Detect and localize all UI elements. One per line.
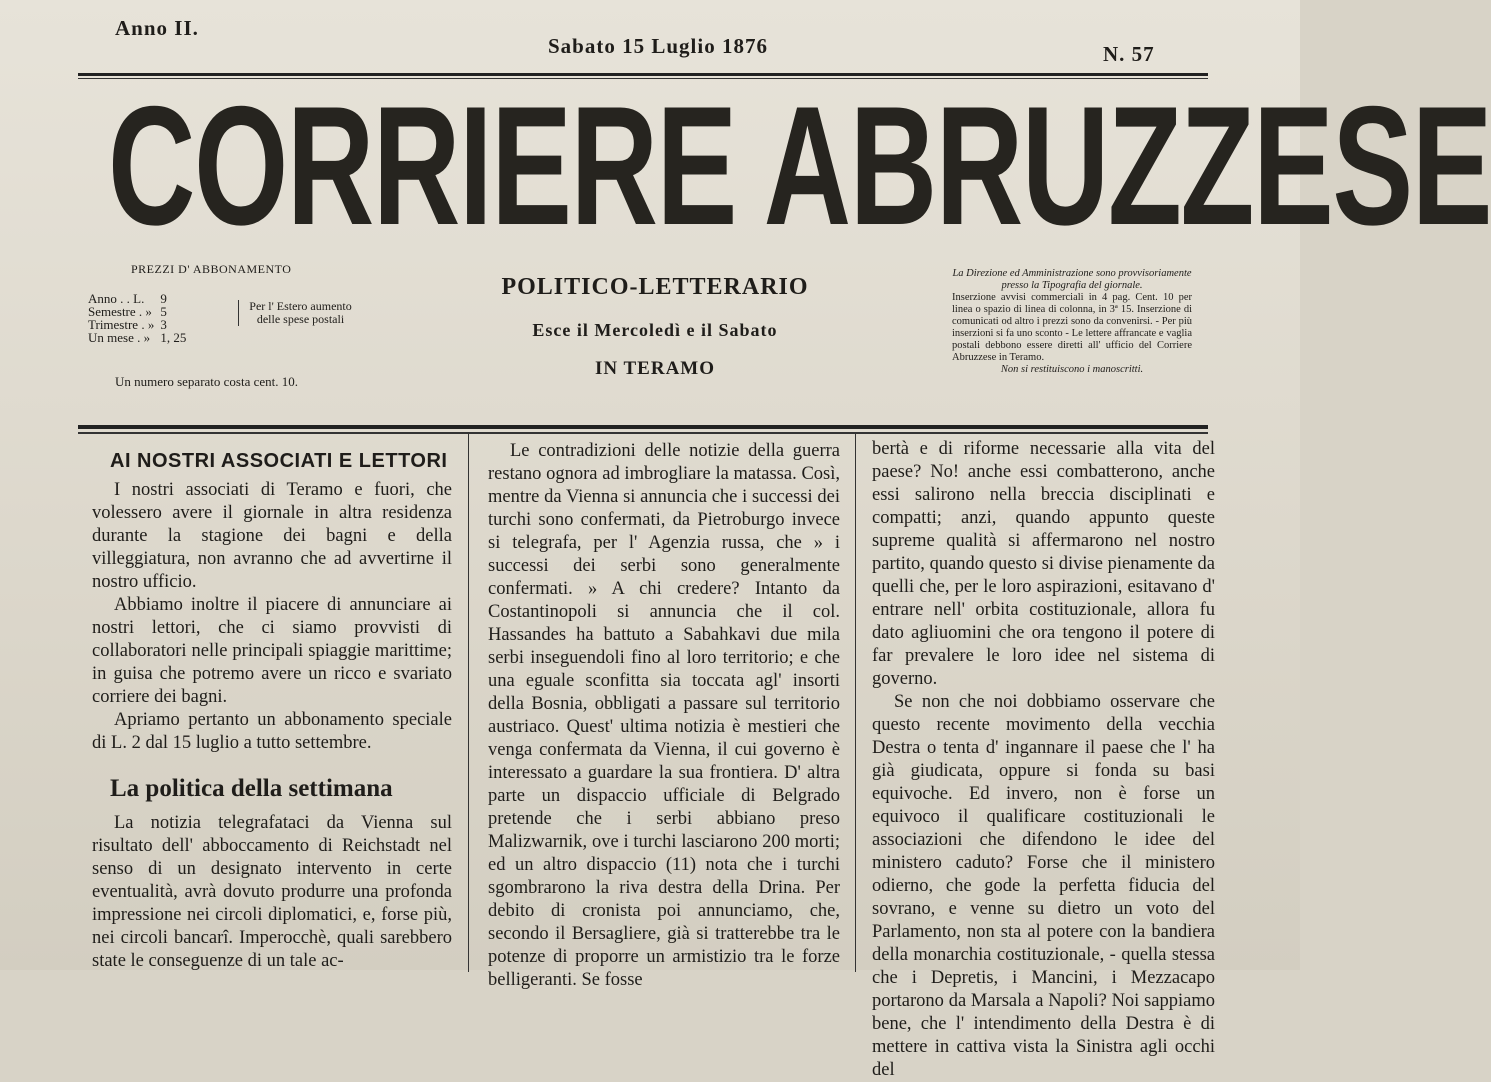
article-paragraph: bertà e di riforme necessarie alla vita del paese? No! anche essi combatterono, anche essi salirono nella breccia disciplinati e compatti; anzi, quando appunto queste supreme qualità si affermarono nel nostro partito, quando questo si divise pienamente da quelli che, per le loro aspirazioni, esitavano d' entrare nell' orbita costituzionale, allora fu dato agliuomini che ora tengono il potere di far prevalere le loro idee nel sistema di governo. [872,439,1215,689]
dateline [0,16,1300,66]
section-rule [78,425,1208,434]
publication-place: IN TERAMO [594,358,716,379]
notice-paragraph: I nostri associati di Teramo e fuori, che volessero avere il giornale in altra residenza durante la stagione dei bagni e della villeggiatura, non avranno che ad avvertirne il nostro ufficio. [92,480,452,592]
column-3 [872,438,1215,1082]
subscription-label: Un mese . » [88,330,151,345]
subscription-label: Anno . . L. [88,291,145,306]
issue-year: Anno II. [115,16,199,40]
administration-address: La Direzione ed Amministrazione sono provvisoriamente presso la Tipografia del giornale. [952,268,1192,291]
subscription-price: 3 [160,317,167,332]
article-paragraph: Se non che noi dobbiamo osservare che questo recente movimento della vecchia Destra o tenta d' ingannare il paese che l' ha già giudicata, oppure si fonda su basi equivoche. Ed invero, non è forse un equivoco il qualificare costituzionali le associazioni che difendono le idee del ministero caduto? Forse che il ministero odierno, che gode la perfetta fiducia del sovrano, e venne su dietro un voto del Parlamento, non sta al potere con la bandiera della monarchia costituzionale, - quella stessa che i Depretis, i Mancini, i Mezzacapo portarono da Marsala a Napoli? Noi sappiamo bene, che l' intendimento della Destra è di mettere in cattiva vista la Sinistra agli occhi del [872,692,1215,1080]
article-paragraph: Le contradizioni delle notizie della guerra restano ognora ad imbrogliare la matassa. Così, mentre da Vienna si annuncia che i successi dei turchi sono confermati, da Pietroburgo invece si telegrafa, per l' Agenzia russa, che » i successi dei serbi sono generalmente confermati. » A chi credere? Intanto da Costantinopoli si annuncia che il col. Hassandes ha battuto a Sabahkavi due mila serbi inseguendoli fino al loro territorio; e che una eguale sconfitta sia toccata agl' insorti della Bosnia, obbligati a passare sul territorio austriaco. Quest' ultima notizia è mestieri che venga confermata da Vienna, il cui governo è interessato a guardare la sua frontiera. D' altra parte un dispaccio ufficiale di Belgrado pretende che i serbi abbiano preso Malizwarnik, ove i turchi lasciarono 200 morti; ed un altro dispaccio (11) nota che i turchi sgombrarono la riva destra della Drina. Per debito di cronista poi annunciamo, che, secondo il Bersagliere, già si tratterebbe tra le potenze di proporre un armistizio tra le forze belligeranti. Se fosse [488,441,840,990]
advertising-rates: Inserzione avvisi commerciali in 4 pag. Cent. 10 per linea o spazio di linea di colonna, in 3ª 15. Inserzione di comunicati od altro i prezzi sono da convenirsi. - Per più inserzioni si fa uno sconto - Le lettere affrancate e vaglia postali debbono essere diretti all' ufficio del Corriere Abruzzese in Teramo. [952,292,1192,363]
subscription-table [88,292,192,344]
subscription-price: 5 [160,304,167,319]
manuscripts-notice: Non si restituiscono i manoscritti. [1000,364,1144,375]
subscription-row [88,331,192,344]
publication-frequency: Esce il Mercoledì e il Sabato [532,320,778,340]
article-paragraph: La notizia telegrafataci da Vienna sul risultato dell' abboccamento di Reichstadt nel senso di un designato intervento in certe eventualità, avrà dovuto produrre una profonda impressione nei circoli diplomatici, e, forse più, nei circoli bancarî. Imperocchè, quali sarebbero state le conseguenze di un tale ac- [92,813,452,971]
column-divider [855,432,856,972]
subscription-price: 9 [160,291,167,306]
article-heading: La politica della settimana [110,775,393,802]
subscription-title: PREZZI D' ABBONAMENTO [131,262,292,276]
masthead-subtitle: POLITICO-LETTERARIO [501,274,809,300]
subscription-label: Trimestre . » [88,317,155,332]
single-copy-price: Un numero separato costa cent. 10. [115,374,299,389]
administration-notice [952,268,1192,376]
column-1 [92,440,452,973]
masthead-title: CORRIERE ABRUZZESE [108,72,1491,261]
notice-paragraph: Apriamo pertanto un abbonamento speciale di L. 2 dal 15 luglio a tutto settembre. [92,710,452,753]
column-2 [488,440,840,992]
issue-number: N. 57 [1103,42,1155,66]
foreign-postage-note: Per l' Estero aumento delle spese postali [238,300,358,326]
notice-paragraph: Abbiamo inoltre il piacere di annunciare ai nostri lettori, che ci siamo provvisti di collaboratori nelle principali spiaggie marittime; in guisa che potremo avere un ricco e svariato corriere dei bagni. [92,595,452,707]
issue-date: Sabato 15 Luglio 1876 [548,34,768,58]
subscription-price: 1, 25 [160,330,187,345]
subscription-label: Semestre . » [88,304,152,319]
notice-heading: AI NOSTRI ASSOCIATI E LETTORI [110,450,448,472]
column-divider [468,432,469,972]
